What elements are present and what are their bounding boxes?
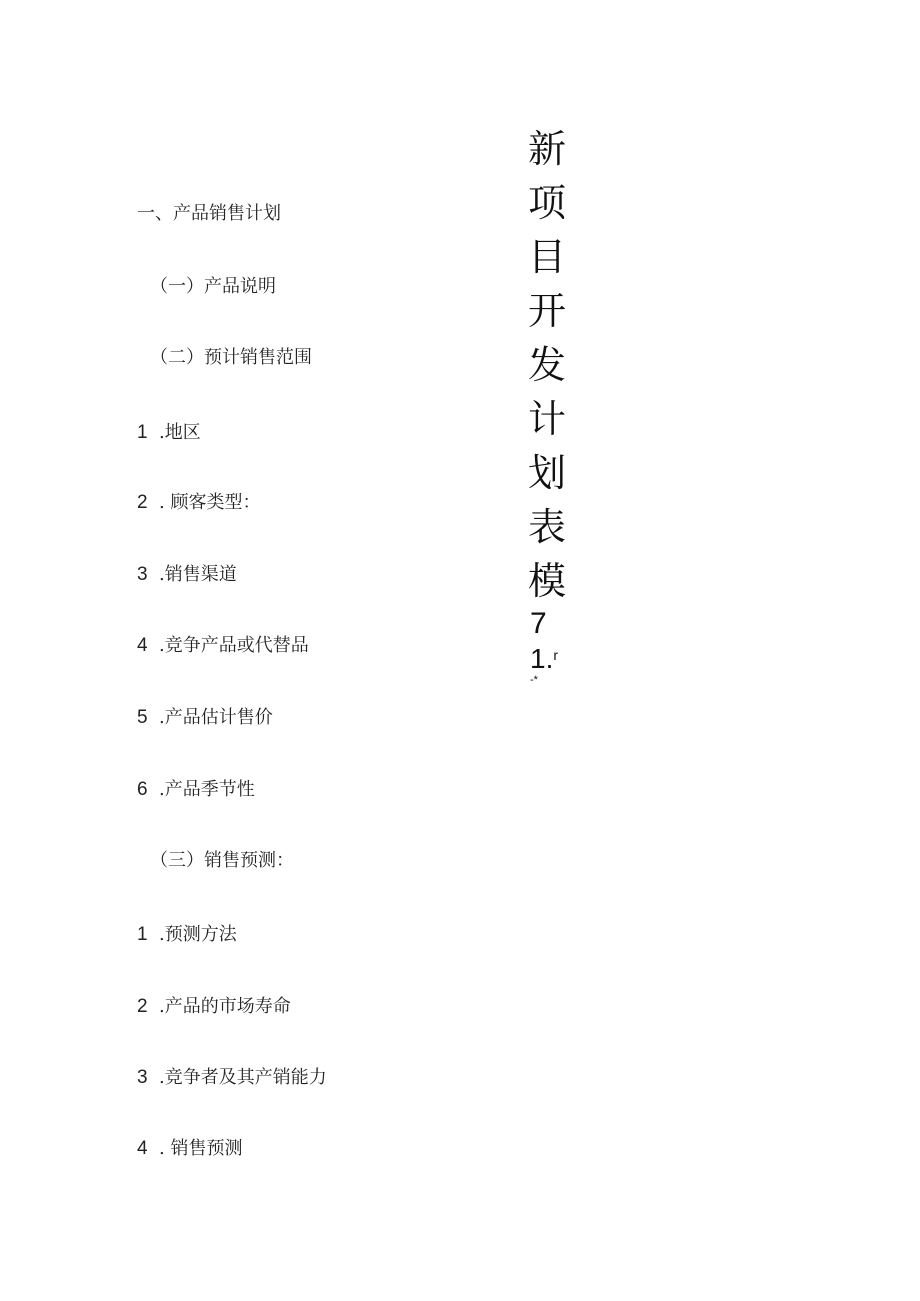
list-item [137, 635, 309, 657]
list-item-text: .预测方法 [159, 924, 237, 945]
list-item-number: 3 [137, 1067, 148, 1088]
list-item-text: .产品季节性 [159, 779, 255, 800]
list-item-text: . 销售预测 [159, 1138, 243, 1159]
list-item-number: 1 [137, 422, 148, 443]
list-item-text: .竞争者及其产销能力 [159, 1067, 327, 1088]
title-char: 发 [528, 343, 566, 387]
list-item-text: .产品的市场寿命 [159, 996, 291, 1017]
list-item [137, 1067, 327, 1089]
subsection-heading: （二）预计销售范围 [150, 347, 312, 368]
title-char: 表 [528, 505, 566, 549]
list-item-number: 5 [137, 707, 148, 728]
list-item-number: 1 [137, 924, 148, 945]
list-item [137, 564, 237, 586]
list-item [137, 924, 237, 946]
title-tail: -* [530, 674, 538, 686]
list-item [137, 707, 273, 729]
list-item [137, 492, 260, 514]
subsection-heading: （一）产品说明 [150, 276, 276, 297]
subsection-heading: （三）销售预测： [150, 850, 294, 871]
list-item-text: .销售渠道 [159, 564, 237, 585]
list-item [137, 779, 255, 801]
list-item [137, 996, 291, 1018]
title-char: 项 [528, 181, 566, 225]
list-item-text: .竞争产品或代替品 [159, 635, 309, 656]
document-title-vertical [528, 122, 576, 686]
title-fragment-small: r [553, 647, 559, 663]
title-char: 开 [528, 289, 566, 333]
list-item-number: 4 [137, 1138, 148, 1159]
list-item-text: .产品估计售价 [159, 707, 273, 728]
list-item-number: 2 [137, 492, 148, 513]
title-char: 新 [528, 127, 566, 171]
section-heading: 一、产品销售计划 [137, 203, 281, 224]
title-number: 7 [530, 607, 547, 640]
title-char: 划 [528, 451, 566, 495]
title-fragment-main: 1. [530, 643, 554, 674]
list-item-number: 4 [137, 635, 148, 656]
list-item-number: 3 [137, 564, 148, 585]
list-item [137, 422, 201, 444]
title-fragment [530, 640, 558, 674]
list-item-number: 6 [137, 779, 148, 800]
list-item-text: . 顾客类型： [159, 492, 261, 513]
title-char: 目 [528, 235, 566, 279]
list-item-number: 2 [137, 996, 148, 1017]
title-char: 计 [528, 397, 566, 441]
list-item [137, 1138, 242, 1160]
title-char: 模 [528, 559, 566, 603]
list-item-text: .地区 [159, 422, 201, 443]
